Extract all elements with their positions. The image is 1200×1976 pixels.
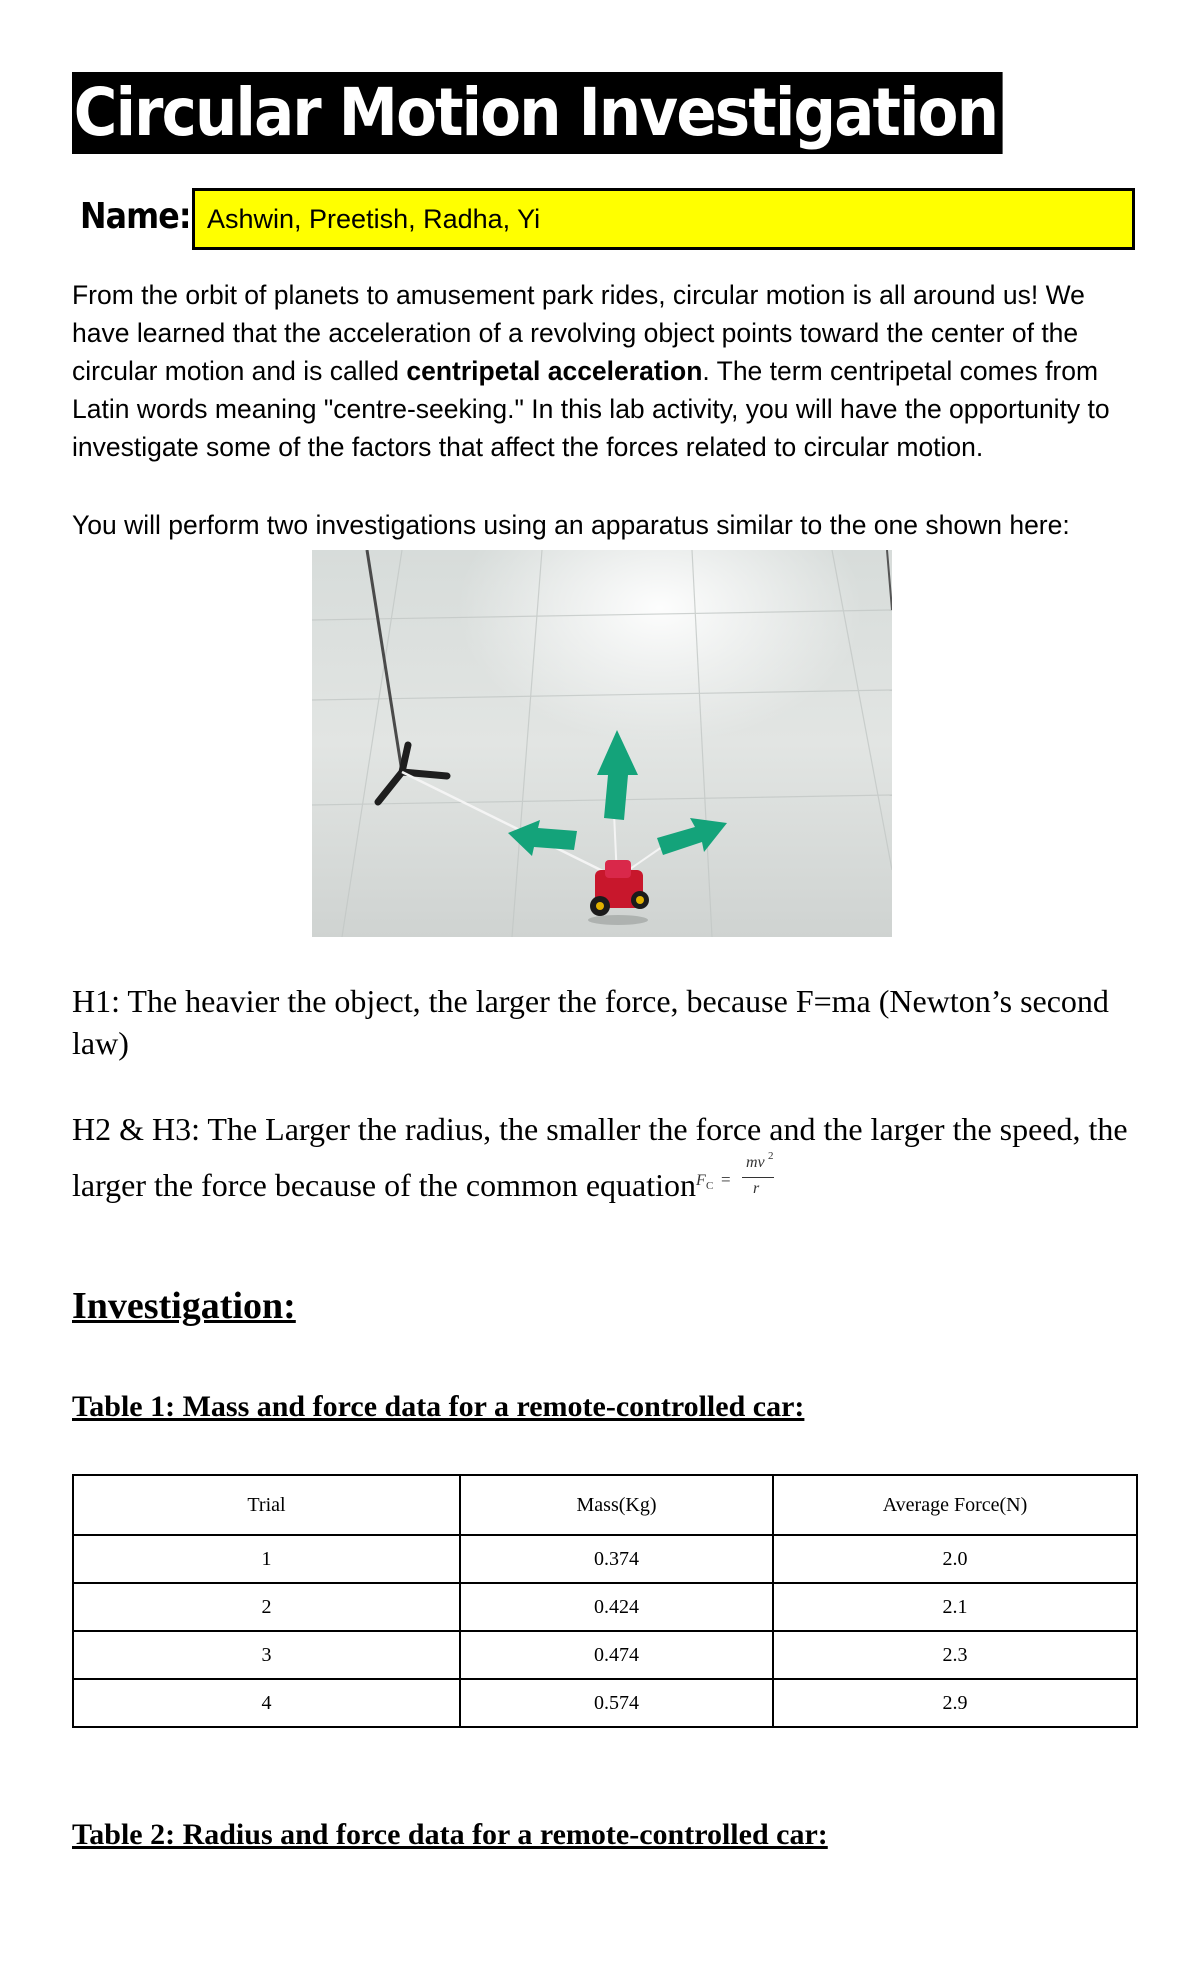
table-cell: 0.574 — [460, 1679, 773, 1727]
name-label: Name: — [80, 196, 191, 237]
table-cell: 2.0 — [773, 1535, 1137, 1583]
bold-term: centripetal acceleration — [406, 356, 703, 386]
table-cell: 2.1 — [773, 1583, 1137, 1631]
name-field[interactable]: Ashwin, Preetish, Radha, Yi — [192, 188, 1135, 250]
table-cell: 1 — [73, 1535, 460, 1583]
column-header: Mass(Kg) — [460, 1475, 773, 1535]
table-cell: 2.9 — [773, 1679, 1137, 1727]
table-cell: 0.474 — [460, 1631, 773, 1679]
table-cell: 0.424 — [460, 1583, 773, 1631]
table-cell: 4 — [73, 1679, 460, 1727]
table-row — [73, 1535, 1137, 1583]
apparatus-illustration — [312, 550, 892, 937]
column-header: Trial — [73, 1475, 460, 1535]
apparatus-photo — [312, 550, 892, 937]
hypothesis-2-line-2: larger the force because of the common equation — [72, 1167, 697, 1203]
column-header: Average Force(N) — [773, 1475, 1137, 1535]
table-cell: 2.3 — [773, 1631, 1137, 1679]
hypothesis-1: H1: The heavier the object, the larger the force, because F=ma (Newton’s second law) — [72, 983, 1109, 1061]
table-cell: 3 — [73, 1631, 460, 1679]
table-row — [73, 1631, 1137, 1679]
hypothesis-2-line-1: H2 & H3: The Larger the radius, the smaller the force and the larger the speed, the — [72, 1111, 1128, 1147]
table-cell: 2 — [73, 1583, 460, 1631]
table-row — [73, 1679, 1137, 1727]
table-1-caption: Table 1: Mass and force data for a remote-controlled car: — [72, 1390, 805, 1423]
table-2-caption: Table 2: Radius and force data for a remote-controlled car: — [72, 1818, 828, 1851]
table-header-row — [73, 1475, 1137, 1535]
centripetal-force-formula: F C = mv 2 r — [696, 1150, 774, 1197]
apparatus-lead-text: You will perform two investigations using an apparatus similar to the one shown here: — [72, 510, 1070, 540]
table-cell: 0.374 — [460, 1535, 773, 1583]
mass-force-table — [72, 1474, 1138, 1728]
intro-paragraph: From the orbit of planets to amusement park rides, circular motion is all around us! We have learned that the acceleration of a revolving object points toward the center of the circular motion and is called centripetal acceleration. The term centripetal comes from Latin words meaning "centre-seeking." In this lab activity, you will have the opportunity to investigate some of the factors that affect the forces related to circular motion. — [72, 280, 1110, 462]
document-title: Circular Motion Investigation — [72, 72, 1003, 154]
investigation-heading: Investigation: — [72, 1285, 296, 1327]
table-row — [73, 1583, 1137, 1631]
